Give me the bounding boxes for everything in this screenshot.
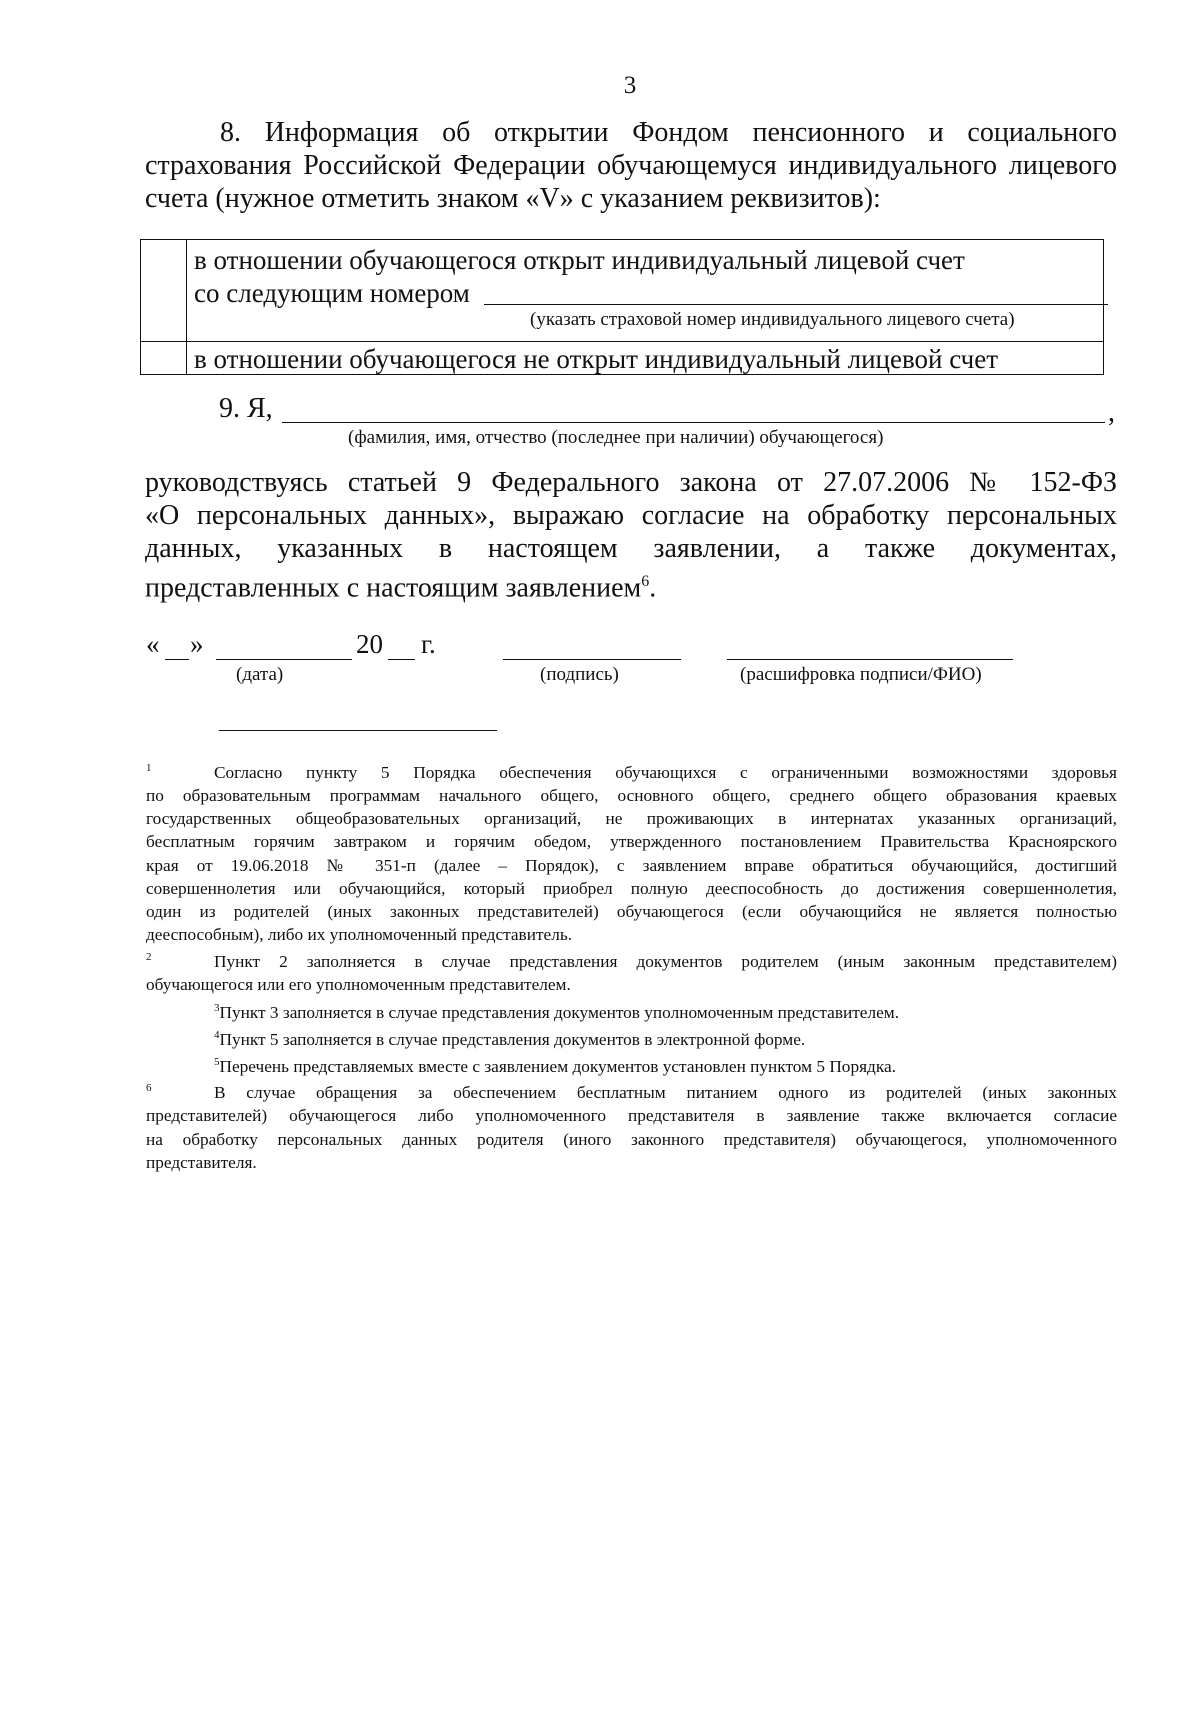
footnote-num: 3 [214, 1001, 220, 1014]
option-open-line-2: со следующим номером [194, 278, 470, 308]
year-prefix: 20 [356, 629, 383, 659]
section-8-line-3: счета (нужное отметить знаком «V» с указанием реквизитов): [145, 183, 881, 214]
checkbox-account-not-open[interactable] [141, 342, 186, 374]
footnote-5 [146, 1051, 1117, 1078]
footnote-line: по образовательным программам начального общего, основного общего, среднего общего образования краевых [146, 785, 1117, 805]
option-not-open: в отношении обучающегося не открыт индивидуальный лицевой счет [194, 344, 999, 374]
full-name-hint: (фамилия, имя, отчество (последнее при наличии) обучающегося) [348, 427, 884, 448]
consent-text [145, 466, 1117, 604]
footnote-line: края от 19.06.2018 № 351-п (далее – Порядок), с заявлением вправе обратиться обучающийся, достигший [146, 855, 1117, 875]
footnote-3 [146, 997, 1117, 1024]
quote-close: » [190, 629, 204, 659]
row-divider [141, 341, 1103, 342]
page-number: 3 [623, 72, 637, 99]
year-field[interactable] [388, 659, 415, 660]
section-8-text [145, 116, 1117, 215]
day-field[interactable] [165, 659, 189, 660]
footnote-line: Согласно пункту 5 Порядка обеспечения обучающихся с ограниченными возможностями здоровья [214, 762, 1117, 782]
footnote-num: 4 [214, 1028, 220, 1041]
section-8-line-1: 8. Информация об открытии Фондом пенсионного и социального [220, 117, 1117, 148]
consent-line-2: «О персональных данных», выражаю согласие на обработку персональных [145, 500, 1117, 531]
signature-name-hint: (расшифровка подписи/ФИО) [740, 664, 982, 685]
footnote-line: представителей) обучающегося либо уполномоченного представителя в заявление также включается согласие [146, 1106, 1117, 1126]
footnote-line: Пункт 2 заполняется в случае представления документов родителем (иным законным представителем) [214, 952, 1117, 972]
footnote-separator [219, 730, 497, 731]
footnote-line: дееспособным), либо их уполномоченный представитель. [146, 925, 573, 945]
footnote-num: 2 [146, 951, 152, 964]
year-suffix: г. [421, 629, 436, 659]
full-name-field[interactable] [282, 422, 1105, 423]
footnote-num: 1 [146, 762, 152, 774]
footnote-num: 6 [146, 1082, 152, 1095]
signature-field[interactable] [503, 659, 681, 660]
quote-open: « [146, 629, 160, 659]
footnote-line: один из родителей (иных законных представителей) обучающегося (если обучающийся не является полностью [146, 901, 1117, 921]
footnote-4 [146, 1024, 1117, 1051]
section-9-comma: , [1108, 397, 1115, 428]
consent-line-3: данных, указанных в настоящем заявлении, а также документах, [145, 533, 1117, 564]
footnote-line: Перечень представляемых вместе с заявлением документов установлен пунктом 5 Порядка. [219, 1056, 896, 1076]
footnote-1 [146, 757, 1117, 946]
footnote-6 [146, 1077, 1117, 1174]
section-8-line-2: страхования Российской Федерации обучающемуся индивидуального лицевого [145, 150, 1117, 181]
footnote-line: В случае обращения за обеспечением бесплатным питанием одного из родителей (иных законных [214, 1083, 1117, 1103]
signature-hint: (подпись) [540, 664, 619, 685]
consent-line-1: руководствуясь статьей 9 Федерального закона от 27.07.2006 № 152-ФЗ [145, 467, 1117, 498]
checkbox-column-divider [186, 240, 187, 374]
footnote-line: Пункт 5 заполняется в случае представления документов в электронной форме. [219, 1029, 806, 1049]
consent-period: . [649, 572, 657, 604]
checkbox-account-open[interactable] [141, 240, 186, 340]
footnote-ref-6: 6 [641, 573, 650, 590]
date-hint: (дата) [236, 664, 284, 685]
section-9-label: 9. Я, [219, 393, 273, 424]
account-number-field[interactable] [484, 304, 1108, 305]
footnote-line: представителя. [146, 1152, 257, 1172]
footnote-2 [146, 946, 1117, 996]
signature-name-field[interactable] [727, 659, 1013, 660]
account-number-hint: (указать страховой номер индивидуального лицевого счета) [530, 309, 1015, 330]
footnote-line: совершеннолетия или обучающийся, который приобрел полную дееспособность до достижения совершеннолетия, [146, 878, 1117, 898]
footnote-line: Пункт 3 заполняется в случае представления документов уполномоченным представителем. [219, 1002, 900, 1022]
month-field[interactable] [216, 659, 352, 660]
footnotes [146, 757, 1117, 1174]
footnote-line: государственных общеобразовательных организаций, не проживающих в интернатах указанных организаций, [146, 809, 1117, 829]
footnote-num: 5 [214, 1055, 220, 1068]
footnote-line: обучающегося или его уполномоченным представителем. [146, 975, 571, 995]
consent-line-4: представленных с настоящим заявлением [145, 572, 642, 604]
footnote-line: бесплатным горячим завтраком и горячим обедом, утвержденного постановлением Правительства Красноярского [146, 832, 1117, 852]
footnote-line: на обработку персональных данных родителя (иного законного представителя) обучающегося, уполномоченного [146, 1129, 1117, 1149]
option-open-line-1: в отношении обучающегося открыт индивидуальный лицевой счет [194, 245, 965, 275]
